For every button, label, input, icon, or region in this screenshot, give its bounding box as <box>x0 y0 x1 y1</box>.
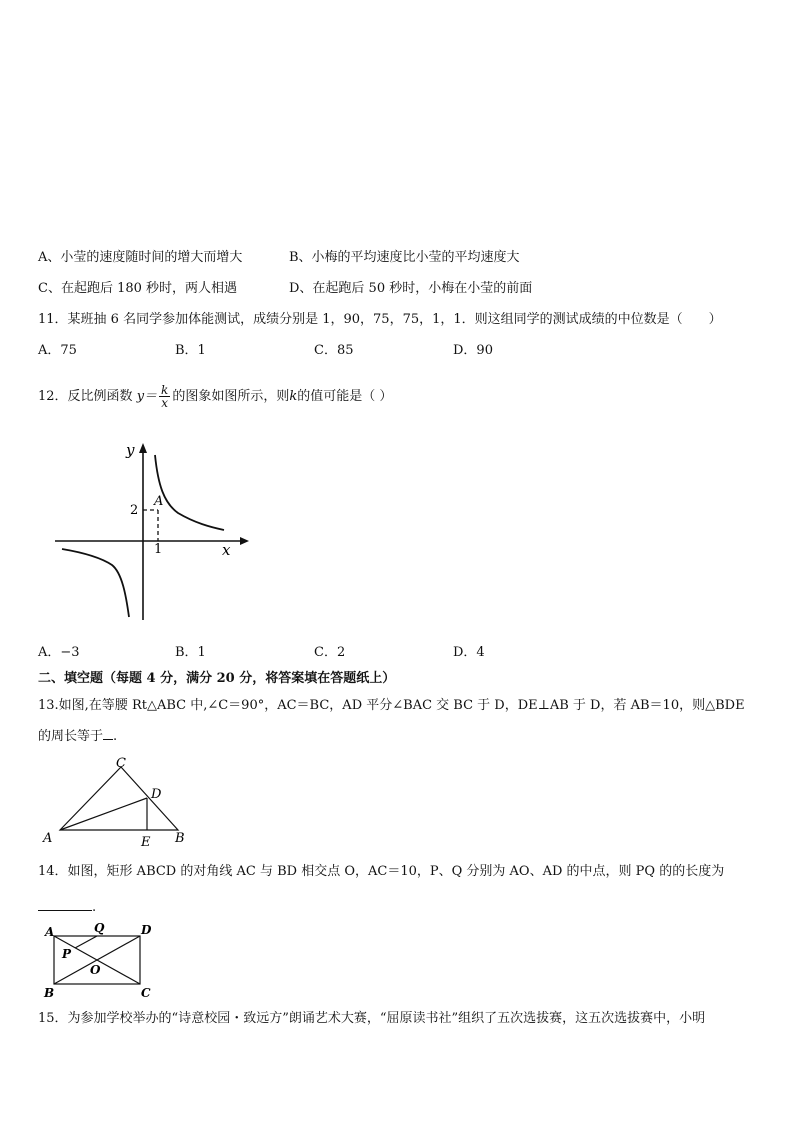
label-o: O <box>90 963 101 977</box>
q12-stem-post: 的值可能是（ ） <box>297 389 393 404</box>
q10-option-a: A、小莹的速度随时间的增大而增大 <box>38 250 243 265</box>
label-c: C <box>141 986 151 1000</box>
label-a: A <box>43 831 53 846</box>
q10-option-d: D、在起跑后 50 秒时，小梅在小莹的前面 <box>289 281 533 296</box>
q12-stem-mid: 的图象如图所示，则 <box>172 389 290 404</box>
y-axis-arrow <box>139 443 147 453</box>
segment-pq <box>75 936 97 948</box>
q11-option-b: B．1 <box>175 343 206 358</box>
label-b: B <box>175 831 185 846</box>
label-d: D <box>141 923 152 937</box>
q12-k: k <box>289 389 298 404</box>
q11-option-a: A．75 <box>38 343 77 358</box>
q12-frac-num: k <box>161 383 169 397</box>
q12-stem-pre: 12．反比例函数 <box>38 389 137 404</box>
q13-stem-line1: 13.如图,在等腰 Rt△ABC 中,∠C＝90°，AC＝BC，AD 平分∠BAC 交 BC 于 D，DE⊥AB 于 D，若 AB＝10，则△BDE <box>38 698 745 713</box>
q13-answer-blank <box>103 727 113 740</box>
hyperbola-branch-q3 <box>62 549 129 617</box>
q13-stem-text: 的周长等于 <box>38 729 104 744</box>
q12-frac-den: x <box>161 396 169 410</box>
q15-stem: 15．为参加学校举办的“诗意校园・致远方”朗诵艺术大赛，“屈原读书社”组织了五次选拔赛，这五次选拔赛中，小明 <box>38 1011 706 1026</box>
q12-func-lhs: y＝ <box>136 389 158 404</box>
label-p: P <box>62 947 72 961</box>
q12-option-c: C．2 <box>314 645 346 660</box>
q12-option-a: A．−3 <box>38 645 80 660</box>
label-e: E <box>141 835 151 850</box>
tick-x-1: 1 <box>154 542 163 557</box>
x-axis-arrow <box>240 537 249 545</box>
q12-option-d: D．4 <box>453 645 485 660</box>
q13-triangle-figure <box>40 755 200 850</box>
section-2-heading: 二、填空题（每题 4 分，满分 20 分，将答案填在答题纸上） <box>38 671 396 686</box>
q14-answer-end: . <box>92 900 97 915</box>
q14-rectangle-figure <box>40 920 160 1004</box>
q11-option-d: D．90 <box>453 343 493 358</box>
q13-stem-end: . <box>113 729 118 744</box>
y-axis-label: y <box>126 441 135 459</box>
q11-option-c: C．85 <box>314 343 354 358</box>
q13-stem-line2 <box>38 727 117 746</box>
q14-answer-line <box>38 898 96 917</box>
x-axis-label: x <box>222 541 231 559</box>
hyperbola-branch-q1 <box>155 455 224 530</box>
segment-ad <box>60 798 147 830</box>
q12-hyperbola-graph <box>50 435 260 625</box>
q12-option-b: B．1 <box>175 645 206 660</box>
q10-option-c: C、在起跑后 180 秒时，两人相遇 <box>38 281 238 296</box>
label-c: C <box>116 756 126 771</box>
label-a: A <box>45 925 55 939</box>
q10-option-b: B、小梅的平均速度比小莹的平均速度大 <box>289 250 520 265</box>
tick-y-2: 2 <box>130 503 139 518</box>
q14-stem: 14．如图，矩形 ABCD 的对角线 AC 与 BD 相交点 O，AC＝10，P、Q 分别为 AO、AD 的中点，则 PQ 的的长度为 <box>38 864 725 879</box>
point-a-label: A <box>154 494 164 509</box>
label-b: B <box>44 986 55 1000</box>
label-d: D <box>151 787 162 802</box>
q12-stem <box>38 381 392 413</box>
q14-answer-blank <box>38 898 92 911</box>
q11-stem: 11．某班抽 6 名同学参加体能测试，成绩分别是 1，90，75，75，1，1．则这组同学的测试成绩的中位数是（ ） <box>38 312 722 327</box>
label-q: Q <box>94 921 105 935</box>
q12-fraction <box>159 384 170 409</box>
